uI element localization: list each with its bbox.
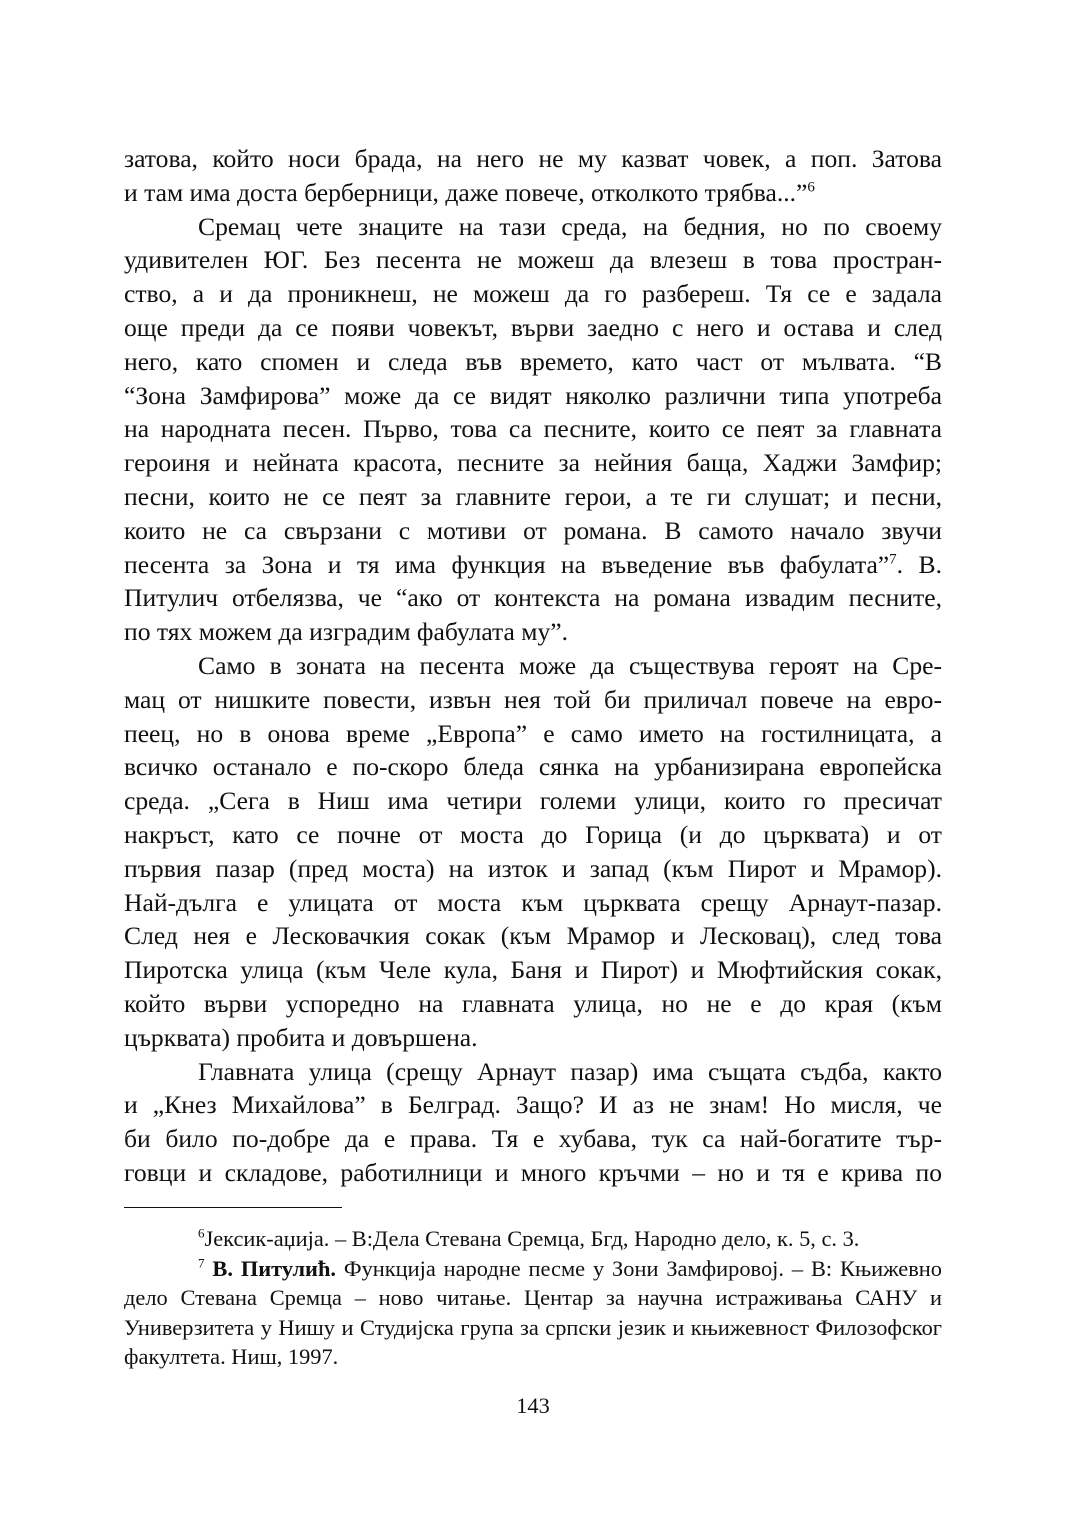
paragraph-4-line-4: говци и складове, работилници и много кръчми – но и тя е крива по xyxy=(124,1157,942,1187)
paragraph-2-line-2: удивителен ЮГ. Без песента не можеш да влезеш в това простран- xyxy=(124,245,942,275)
paragraph-3-line-5: среда. „Сега в Ниш има четири големи улици, които го пресичат xyxy=(124,786,942,816)
footnote-6-number: 6 xyxy=(198,1225,205,1241)
footnote-6 xyxy=(124,1224,942,1254)
page-number: 143 xyxy=(516,1393,550,1418)
paragraph-2-line-12: Питулич отбелязва, че “ако от контекста на романа извадим песните, xyxy=(124,583,942,613)
paragraph-2-line-4: още преди да се появи човекът, върви заедно с него и остава и след xyxy=(124,312,942,342)
paragraph-2-line-6: “Зона Замфирова” може да се видят няколко различни типа употреба xyxy=(124,380,942,410)
paragraph-3-line-6: накръст, като се почне от моста до Горица (и до църквата) и от xyxy=(124,819,942,849)
footnotes xyxy=(124,1224,942,1372)
footnote-ref-7[interactable]: 7 xyxy=(889,551,897,568)
paragraph-3-line-10: Пиротска улица (към Челе кула, Баня и Пирот) и Мюфтийския сокак, xyxy=(124,955,942,985)
footnote-7-number: 7 xyxy=(198,1255,205,1271)
footnote-separator xyxy=(124,1207,342,1208)
paragraph-2-line-11: песента за Зона и тя има функция на въведение във фабулата”$^7$. В. xyxy=(124,549,942,579)
paragraph-2-line-5: него, като спомен и следа във времето, като част от мълвата. “В xyxy=(124,346,942,376)
paragraph-2-line-3: ство, а и да проникнеш, не можеш да го разбереш. Тя се е задала xyxy=(124,279,942,309)
paragraph-2-line-7: на народната песен. Първо, това са песните, които се пеят за главната xyxy=(124,414,942,444)
paragraph-4-line-3: би било по-добре да е права. Тя е хубава, тук са най-богатите тър- xyxy=(124,1124,942,1154)
footnote-ref-6[interactable]: 6 xyxy=(807,179,815,196)
paragraph-3-line-8: Най-дълга е улицата от моста към църквата срещу Арнаут-пазар. xyxy=(124,887,942,917)
footnote-7-text: Функција народне песме у Зони Замфировој. – В: Књижевно дело Стевана Сремца – ново читање. Центар за научна истраживања САНУ и Универзитета у Нишу и Студијска група за српски језик и књижевност Филозофског факултета. Ниш, 1997. xyxy=(124,1255,942,1369)
paragraph-4-line-1: Главната улица (срещу Арнаут пазар) има същата съдба, както xyxy=(198,1056,942,1086)
paragraph-2-line-1: Сремац чете знаците на тази среда, на бедния, но по своему xyxy=(198,211,942,241)
paragraph-2-line-10: които не са свързани с мотиви от романа. В самото начало звучи xyxy=(124,515,942,545)
paragraph-1-line-1: затова, който носи брада, на него не му казват човек, а поп. Затова xyxy=(124,144,942,173)
paragraph-3-line-7: първия пазар (пред моста) на изток и запад (към Пирот и Мрамор). xyxy=(124,853,942,883)
paragraph-2-line-13: по тях можем да изградим фабулата му”. xyxy=(124,617,569,647)
paragraph-2-line-8: героиня и нейната красота, песните за нейния баща, Хаджи Замфир; xyxy=(124,448,942,478)
paragraph-4-line-2: и „Кнез Михайлова” в Белград. Защо? И аз не знам! Но мисля, че xyxy=(124,1090,942,1120)
paragraph-1-line-2: и там има доста берберници, даже повече, отколкото трябва...”$^6$ xyxy=(124,177,815,207)
paragraph-3-line-3: пеец, но в онова време „Европа” е само името на гостилницата, а xyxy=(124,718,942,748)
paragraph-3-line-1: Само в зоната на песента може да съществува героят на Сре- xyxy=(198,650,942,680)
paragraph-3-line-11: който върви успоредно на главната улица, но не е до края (към xyxy=(124,988,942,1018)
paragraph-3-line-9: След нея е Лесковачкия сокак (към Мрамор и Лесковац), след това xyxy=(124,921,942,951)
footnote-6-text: Јексик-аџија. – В:Дела Стевана Сремца, Бгд, Народно дело, к. 5, с. 3. xyxy=(204,1226,860,1251)
footnote-7-author: В. Питулић. xyxy=(212,1255,337,1281)
footnote-7 xyxy=(124,1254,942,1372)
main-text xyxy=(124,142,942,1190)
paragraph-3-line-4: всичко останало е по-скоро бледа сянка на урбанизирана европейска xyxy=(124,752,942,782)
paragraph-3-line-12: църквата) пробита и довършена. xyxy=(124,1022,478,1052)
paragraph-2-line-9: песни, които не се пеят за главните герои, а те ги слушат; и песни, xyxy=(124,481,942,511)
paragraph-3-line-2: мац от нишките повести, извън нея той би приличал повече на евро- xyxy=(124,684,942,714)
